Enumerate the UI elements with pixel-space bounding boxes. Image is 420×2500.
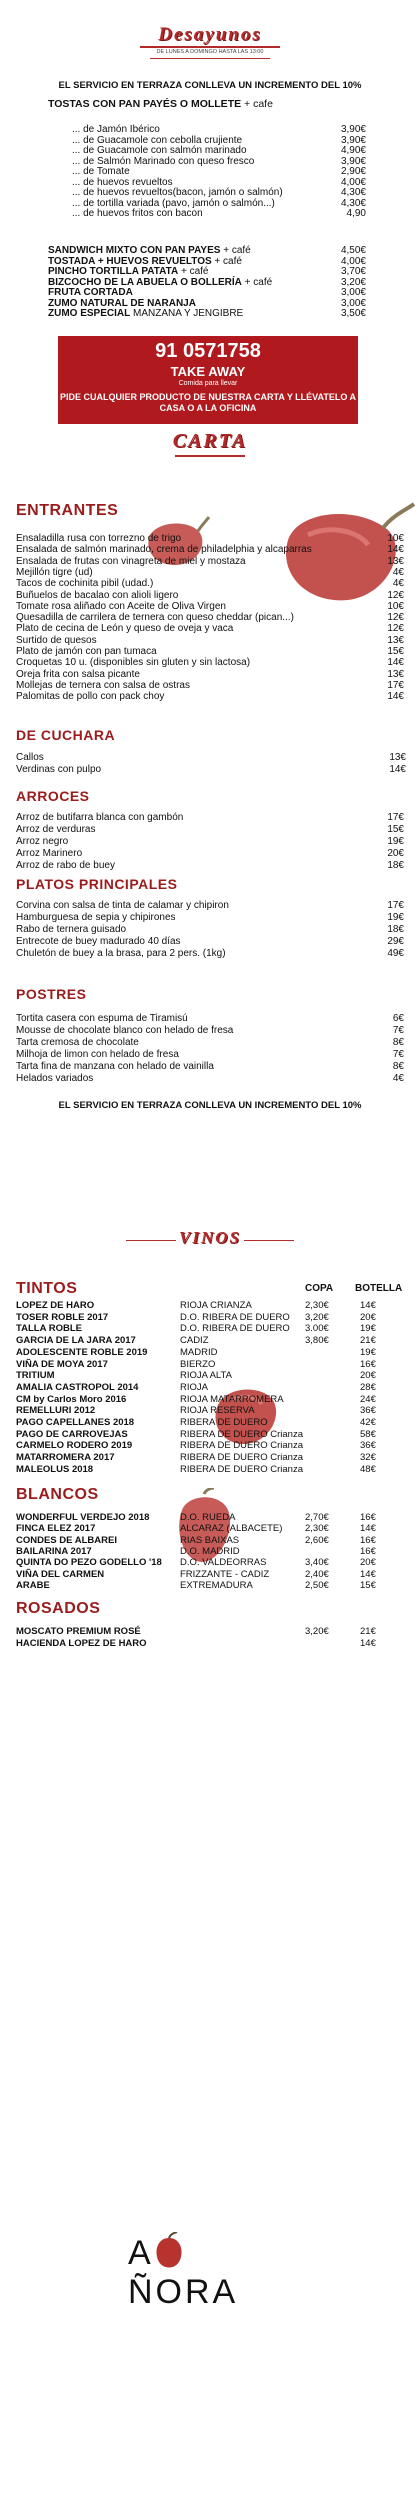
item-name: ADOLESCENTE ROBLE 2019 xyxy=(16,1346,148,1358)
item-price: 15€ xyxy=(387,646,404,657)
item-name-extra: + café xyxy=(178,266,209,277)
item-name: Arroz negro xyxy=(16,836,69,847)
item-copa-price: 3,40€ xyxy=(305,1557,329,1569)
item-origin: RIBERA DE DUERO Crianza xyxy=(180,1428,304,1440)
item-name: Tarta fina de manzana con helado de vainilla xyxy=(16,1061,214,1072)
item-origin: BIERZO xyxy=(180,1358,216,1370)
item-price: 3,20€ xyxy=(340,276,366,288)
item-botella-price: 36€ xyxy=(360,1440,376,1452)
item-price: 13€ xyxy=(389,752,406,763)
item-origin: RIAS BAIXAS xyxy=(180,1534,240,1546)
item-origin: ALCARAZ (ALBACETE) xyxy=(180,1523,283,1535)
terrace-notice-top: EL SERVICIO EN TERRAZA CONLLEVA UN INCREMENTO DEL 10% xyxy=(58,80,362,91)
item-price: 20€ xyxy=(387,848,404,859)
item-name xyxy=(48,277,272,288)
item-name: Ensalada de salmón marinado, crema de philadelphia y alcaparras xyxy=(16,544,312,556)
item-name: Entrecote de buey madurado 40 días xyxy=(16,936,181,947)
item-name-bold: BIZCOCHO DE LA ABUELA O BOLLERÍA xyxy=(48,276,242,288)
postres-title: POSTRES xyxy=(16,986,87,1002)
item-name: Mejillón tigre (ud) xyxy=(16,566,93,578)
item-name: Hamburguesa de sepia y chipirones xyxy=(16,912,176,923)
item-price: 12€ xyxy=(387,612,404,624)
item-origin: RIOJA ALTA xyxy=(180,1370,232,1382)
item-origin: RIBERA DE DUERO Crianza xyxy=(180,1440,304,1452)
item-name: TOSER ROBLE 2017 xyxy=(16,1311,109,1323)
item-name: AMALIA CASTROPOL 2014 xyxy=(16,1381,139,1393)
item-name: Buñuelos de bacalao con alioli ligero xyxy=(16,589,179,601)
item-price: 4,00€ xyxy=(340,176,366,188)
item-name: ... de tortilla variada (pavo, jamón o salmón...) xyxy=(72,197,275,209)
item-origin: D.O. VALDEORRAS xyxy=(180,1557,267,1569)
item-name: Surtido de quesos xyxy=(16,634,97,646)
item-name: MALEOLUS 2018 xyxy=(16,1463,94,1475)
item-botella-price: 14€ xyxy=(360,1523,376,1535)
item-botella-price: 58€ xyxy=(360,1428,376,1440)
item-name: Rabo de ternera guisado xyxy=(16,924,127,935)
item-name: ... de Guacamole con salmón marinado xyxy=(72,145,247,156)
item-name xyxy=(48,298,196,309)
desayunos-underline xyxy=(140,46,280,48)
item-name: ... de Guacamole con cebolla crujiente xyxy=(72,134,243,146)
item-botella-price: 14€ xyxy=(360,1300,376,1311)
item-botella-price: 20€ xyxy=(360,1557,376,1569)
item-name: PAGO DE CARROVEJAS xyxy=(16,1428,128,1440)
item-copa-price: 2,40€ xyxy=(305,1568,329,1580)
vinos-title: VINOS xyxy=(179,1228,241,1247)
item-name-extra: + café xyxy=(241,276,273,288)
item-botella-price: 48€ xyxy=(360,1463,376,1475)
item-name-bold: ZUMO NATURAL DE NARANJA xyxy=(48,297,196,309)
item-origin: RIOJA MATARROMERA xyxy=(180,1393,284,1405)
item-name: CARMELO RODERO 2019 xyxy=(16,1440,133,1452)
item-price: 17€ xyxy=(387,679,404,691)
principales-title: PLATOS PRINCIPALES xyxy=(16,876,178,892)
item-botella-price: 14€ xyxy=(360,1568,376,1580)
item-price: 4€ xyxy=(392,1073,404,1084)
item-price: 8€ xyxy=(392,1061,404,1072)
desayunos-underline-2 xyxy=(150,58,270,59)
item-name: Corvina con salsa de tinta de calamar y chipiron xyxy=(16,900,229,911)
item-price: 8€ xyxy=(392,1037,404,1048)
item-price: 12€ xyxy=(387,623,404,635)
item-origin: CADIZ xyxy=(180,1335,209,1347)
item-botella-price: 16€ xyxy=(360,1534,376,1546)
item-copa-price: 2,30€ xyxy=(305,1300,329,1311)
item-botella-price: 19€ xyxy=(360,1346,376,1358)
item-price: 4,30€ xyxy=(340,197,366,209)
item-name: Arroz Marinero xyxy=(16,848,83,859)
item-name: ... de huevos fritos con bacon xyxy=(72,208,203,219)
item-name: Mousse de chocolate blanco con helado de fresa xyxy=(16,1025,234,1036)
item-name: REMELLURI 2012 xyxy=(16,1405,96,1417)
takeaway-label: TAKE AWAY xyxy=(170,364,246,379)
item-name: Chuletón de buey a la brasa, para 2 pers. (1kg) xyxy=(16,948,226,959)
blancos-title: BLANCOS xyxy=(16,1486,99,1503)
item-price: 14€ xyxy=(387,657,404,669)
item-copa-price: 3.00€ xyxy=(305,1323,329,1335)
item-price: 13€ xyxy=(387,555,404,567)
item-origin: RIBERA DE DUERO Crianza xyxy=(180,1452,304,1464)
item-botella-price: 32€ xyxy=(360,1452,376,1464)
rosados-title: ROSADOS xyxy=(16,1600,101,1617)
item-price: 4,50€ xyxy=(340,245,366,256)
item-botella-price: 16€ xyxy=(360,1512,376,1523)
item-origin: RIOJA CRIANZA xyxy=(180,1300,252,1311)
item-price: 4,00€ xyxy=(340,255,366,267)
item-copa-price: 3,20€ xyxy=(305,1311,329,1323)
item-name xyxy=(48,266,208,277)
item-name: QUINTA DO PEZO GODELLO '18 xyxy=(16,1557,162,1569)
vinos-underline-left xyxy=(126,1240,176,1241)
item-name: Arroz de butifarra blanca con gambón xyxy=(16,812,184,823)
item-name: ... de huevos revueltos xyxy=(72,176,173,188)
item-name: PAGO CAPELLANES 2018 xyxy=(16,1417,135,1428)
carta-underline xyxy=(175,455,245,457)
item-name: Ensaladilla rusa con torrezno de trigo xyxy=(16,533,182,544)
item-name-bold: PINCHO TORTILLA PATATA xyxy=(48,266,179,277)
item-botella-price: 28€ xyxy=(360,1381,376,1393)
item-name xyxy=(48,256,242,267)
item-price: 4,90 xyxy=(346,208,366,219)
item-name: Quesadilla de carrilera de ternera con queso cheddar (pican...) xyxy=(16,612,294,624)
takeaway-message: PIDE CUALQUIER PRODUCTO DE NUESTRA CARTA Y LLÉVATELO A CASA O A LA OFICINA xyxy=(59,392,356,413)
item-price: 19€ xyxy=(387,836,404,847)
item-price: 14€ xyxy=(387,544,404,556)
item-price: 4,30€ xyxy=(340,187,366,198)
item-copa-price: 2,50€ xyxy=(305,1579,329,1591)
item-price: 10€ xyxy=(387,600,404,612)
item-name: FINCA ELEZ 2017 xyxy=(16,1523,96,1535)
item-botella-price: 20€ xyxy=(360,1311,376,1323)
item-name: Tomate rosa aliñado con Aceite de Oliva Virgen xyxy=(16,600,226,612)
item-copa-price: 3,20€ xyxy=(305,1626,329,1637)
item-name: VIÑA DEL CARMEN xyxy=(16,1568,105,1580)
item-botella-price: 20€ xyxy=(360,1370,376,1382)
item-copa-price: 2,30€ xyxy=(305,1523,329,1535)
item-origin: RIBERA DE DUERO xyxy=(180,1417,268,1428)
item-name: Oreja frita con salsa picante xyxy=(16,668,140,680)
item-name-extra: MANZANA Y JENGIBRE xyxy=(130,308,244,319)
item-name: Palomitas de pollo con pack choy xyxy=(16,691,165,703)
item-name: TRITIUM xyxy=(16,1370,55,1382)
carta-title: CARTA xyxy=(172,430,248,452)
desayunos-subtitle: DE LUNES A DOMINGO HASTA LAS 13:00 xyxy=(156,49,264,55)
col-botella-header: BOTELLA xyxy=(355,1283,403,1294)
item-origin: FRIZZANTE - CADIZ xyxy=(180,1568,270,1580)
item-name xyxy=(48,287,133,298)
item-price: 19€ xyxy=(387,912,404,923)
item-name-extra: + café xyxy=(211,255,242,267)
item-copa-price: 2,60€ xyxy=(305,1534,329,1546)
item-price: 4€ xyxy=(392,566,404,578)
item-origin: RIOJA RESERVA xyxy=(180,1405,255,1417)
item-name: GARCIA DE LA JARA 2017 xyxy=(16,1335,136,1347)
item-name: TALLA ROBLE xyxy=(16,1323,82,1335)
item-name: ... de Salmón Marinado con queso fresco xyxy=(72,155,255,167)
item-price: 6€ xyxy=(392,1013,404,1024)
item-botella-price: 14€ xyxy=(360,1637,376,1649)
item-name: Tortita casera con espuma de Tiramisú xyxy=(16,1013,188,1024)
item-name: WONDERFUL VERDEJO 2018 xyxy=(16,1512,150,1523)
item-price: 14€ xyxy=(389,764,406,775)
item-name: VIÑA DE MOYA 2017 xyxy=(16,1358,108,1370)
item-origin: RIOJA xyxy=(180,1381,208,1393)
item-botella-price: 16€ xyxy=(360,1545,376,1557)
item-origin: EXTREMADURA xyxy=(180,1579,253,1591)
item-botella-price: 36€ xyxy=(360,1405,376,1417)
item-price: 4€ xyxy=(392,578,404,590)
item-botella-price: 21€ xyxy=(360,1335,376,1347)
item-price: 3,90€ xyxy=(340,124,366,135)
item-price: 13€ xyxy=(387,668,404,680)
item-price: 4,90€ xyxy=(340,145,366,156)
item-name: Tarta cremosa de chocolate xyxy=(16,1037,139,1048)
item-price: 7€ xyxy=(392,1025,404,1036)
item-name: BAILARINA 2017 xyxy=(16,1545,92,1557)
item-price: 3,90€ xyxy=(340,155,366,167)
item-botella-price: 24€ xyxy=(360,1393,376,1405)
item-price: 3,00€ xyxy=(340,297,366,309)
item-name: Plato de cecina de León y queso de oveja y vaca xyxy=(16,623,234,635)
item-name: ARABE xyxy=(16,1579,50,1591)
item-origin: D.O. RIBERA DE DUERO xyxy=(180,1311,290,1323)
item-price: 14€ xyxy=(387,691,404,703)
entrantes-title: ENTRANTES xyxy=(16,502,119,519)
item-botella-price: 19€ xyxy=(360,1323,376,1335)
item-name: Plato de jamón con pan tumaca xyxy=(16,646,157,657)
item-name-extra: + café xyxy=(220,245,251,256)
item-price: 17€ xyxy=(387,900,404,911)
item-name xyxy=(48,308,243,319)
cuchara-title: DE CUCHARA xyxy=(16,727,116,743)
item-name: MATARROMERA 2017 xyxy=(16,1452,115,1464)
col-copa-header: COPA xyxy=(305,1283,334,1294)
item-name: ... de Jamón Ibérico xyxy=(72,124,160,135)
item-origin: RIBERA DE DUERO Crianza xyxy=(180,1463,304,1475)
item-name: Arroz de rabo de buey xyxy=(16,860,115,871)
tostas-title: TOSTAS CON PAN PAYÉS O MOLLETE + cafe xyxy=(48,98,273,110)
item-name: Croquetas 10 u. (disponibles sin gluten y sin lactosa) xyxy=(16,657,251,669)
item-name: CONDES DE ALBAREI xyxy=(16,1534,117,1546)
item-name-bold: SANDWICH MIXTO CON PAN PAYES xyxy=(48,245,221,256)
item-name: Arroz de verduras xyxy=(16,824,96,835)
item-botella-price: 21€ xyxy=(360,1626,376,1637)
arroces-title: ARROCES xyxy=(16,788,90,804)
item-name: MOSCATO PREMIUM ROSÉ xyxy=(16,1626,141,1637)
item-price: 18€ xyxy=(387,924,404,935)
vinos-underline-right xyxy=(244,1240,294,1241)
item-name: Milhoja de limon con helado de fresa xyxy=(16,1049,179,1060)
item-price: 12€ xyxy=(387,589,404,601)
takeaway-banner xyxy=(58,336,358,424)
item-price: 10€ xyxy=(387,533,404,544)
takeaway-phone[interactable]: 91 0571758 xyxy=(155,340,261,362)
tintos-title: TINTOS xyxy=(16,1280,78,1297)
item-name: Mollejas de ternera con salsa de ostras xyxy=(16,679,190,691)
item-price: 29€ xyxy=(387,936,404,947)
desayunos-title: Desayunos xyxy=(158,24,262,45)
item-origin: D.O. MADRID xyxy=(180,1545,240,1557)
takeaway-sub: Comida para llevar xyxy=(178,380,238,387)
item-origin: D.O. RIBERA DE DUERO xyxy=(180,1323,290,1335)
item-price: 18€ xyxy=(387,860,404,871)
terrace-notice-bottom: EL SERVICIO EN TERRAZA CONLLEVA UN INCREMENTO DEL 10% xyxy=(58,1100,362,1111)
item-name xyxy=(48,245,251,256)
item-name: HACIENDA LOPEZ DE HARO xyxy=(16,1637,147,1649)
item-price: 3,70€ xyxy=(340,266,366,277)
item-origin: D.O. RUEDA xyxy=(180,1512,236,1523)
item-name: CM by Carlos Moro 2016 xyxy=(16,1393,127,1405)
item-botella-price: 16€ xyxy=(360,1358,376,1370)
item-name-bold: ZUMO ESPECIAL xyxy=(48,308,131,319)
brand-name: AÑORA xyxy=(128,2234,239,2311)
item-name: Verdinas con pulpo xyxy=(16,764,102,775)
item-copa-price: 2,70€ xyxy=(305,1512,329,1523)
item-name-bold: FRUTA CORTADA xyxy=(48,287,133,298)
item-name: ... de Tomate xyxy=(72,166,130,177)
item-name: ... de huevos revueltos(bacon, jamón o salmón) xyxy=(72,187,283,198)
item-price: 3,50€ xyxy=(340,308,366,319)
item-name: Tacos de cochinita pibil (udad.) xyxy=(16,578,154,590)
item-botella-price: 15€ xyxy=(360,1579,376,1591)
item-name-bold: TOSTADA + HUEVOS REVUELTOS xyxy=(48,255,212,267)
item-price: 13€ xyxy=(387,634,404,646)
item-price: 7€ xyxy=(392,1049,404,1060)
item-name: Ensalada de frutas con vinagreta de miel y mostaza xyxy=(16,555,246,567)
item-name: LOPEZ DE HARO xyxy=(16,1300,95,1311)
item-origin: MADRID xyxy=(180,1346,218,1358)
item-name: Helados variados xyxy=(16,1073,94,1084)
item-copa-price: 3,80€ xyxy=(305,1335,329,1347)
item-price: 3,90€ xyxy=(340,134,366,146)
item-price: 17€ xyxy=(387,812,404,823)
item-price: 15€ xyxy=(387,824,404,835)
brand-logo xyxy=(128,2230,292,2311)
item-botella-price: 42€ xyxy=(360,1417,376,1428)
item-name: Callos xyxy=(16,752,44,763)
item-price: 3,00€ xyxy=(340,287,366,298)
item-price: 2,90€ xyxy=(340,166,366,177)
item-price: 49€ xyxy=(387,948,404,959)
